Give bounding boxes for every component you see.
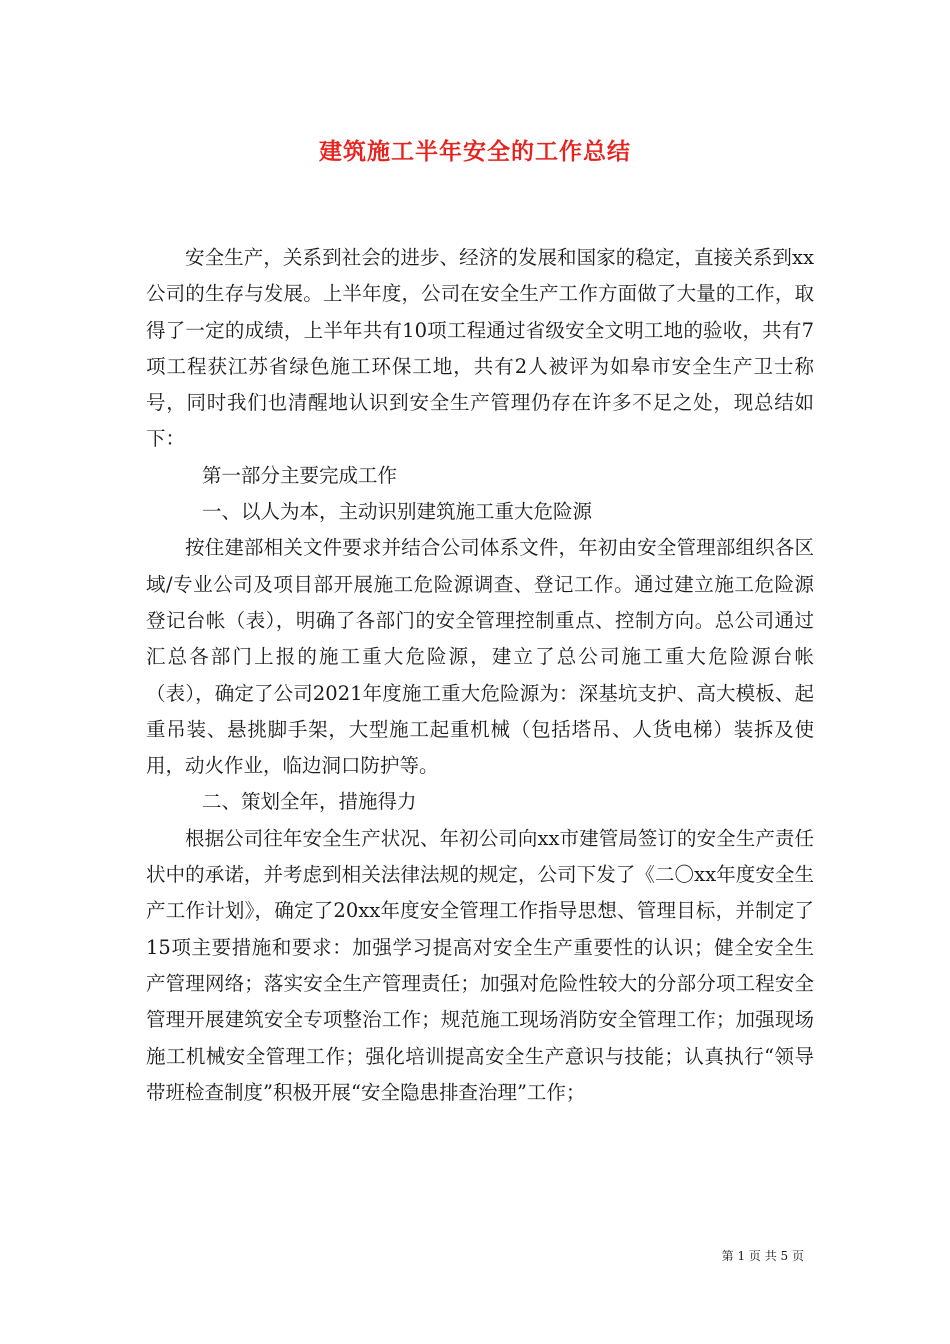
paragraph-annual-plan: 根据公司往年安全生产状况、年初公司向xx市建管局签订的安全生产责任状中的承诺，并考虑到相关法律法规的规定，公司下发了《二〇xx年度安全生产工作计划》，确定了20xx年度安全管理工作指导思想、管理目标，并制定了15项主要措施和要求：加强学习提高对安全生产重要性的认识；健全安全生产管理网络；落实安全生产管理责任；加强对危险性较大的分部分项工程安全管理开展建筑安全专项整治工作；规范施工现场消防安全管理工作；加强现场施工机械安全管理工作；强化培训提高安全生产意识与技能；认真执行“领导带班检查制度”积极开展“安全隐患排查治理”工作； bbox=[146, 826, 814, 1104]
section-heading-part-one: 第一部分主要完成工作 bbox=[202, 463, 398, 487]
page-number: 第 1 页 共 5 页 bbox=[721, 1249, 804, 1263]
document-body bbox=[146, 240, 814, 1111]
paragraph-hazard-identification: 按住建部相关文件要求并结合公司体系文件，年初由安全管理部组织各区域/专业公司及项目部开展施工危险源调查、登记工作。通过建立施工危险源登记台帐（表），明确了各部门的安全管理控制重点、控制方向。总公司通过汇总各部门上报的施工重大危险源，建立了总公司施工重大危险源台帐（表），确定了公司2021年度施工重大危险源为：深基坑支护、高大模板、起重吊装、悬挑脚手架，大型施工起重机械（包括塔吊、人货电梯）装拆及使用，动火作业，临边洞口防护等。 bbox=[146, 536, 814, 778]
section-heading-two: 二、策划全年，措施得力 bbox=[202, 790, 417, 814]
paragraph-intro: 安全生产，关系到社会的进步、经济的发展和国家的稳定，直接关系到xx公司的生存与发展。上半年度，公司在安全生产工作方面做了大量的工作，取得了一定的成绩，上半年共有10项工程通过省级安全文明工地的验收，共有7项工程获江苏省绿色施工环保工地，共有2人被评为如皋市安全生产卫士称号，同时我们也清醒地认识到安全生产管理仍存在许多不足之处，现总结如下： bbox=[146, 246, 814, 451]
section-heading-one: 一、以人为本，主动识别建筑施工重大危险源 bbox=[202, 500, 593, 524]
document-title: 建筑施工半年安全的工作总结 bbox=[319, 138, 631, 165]
